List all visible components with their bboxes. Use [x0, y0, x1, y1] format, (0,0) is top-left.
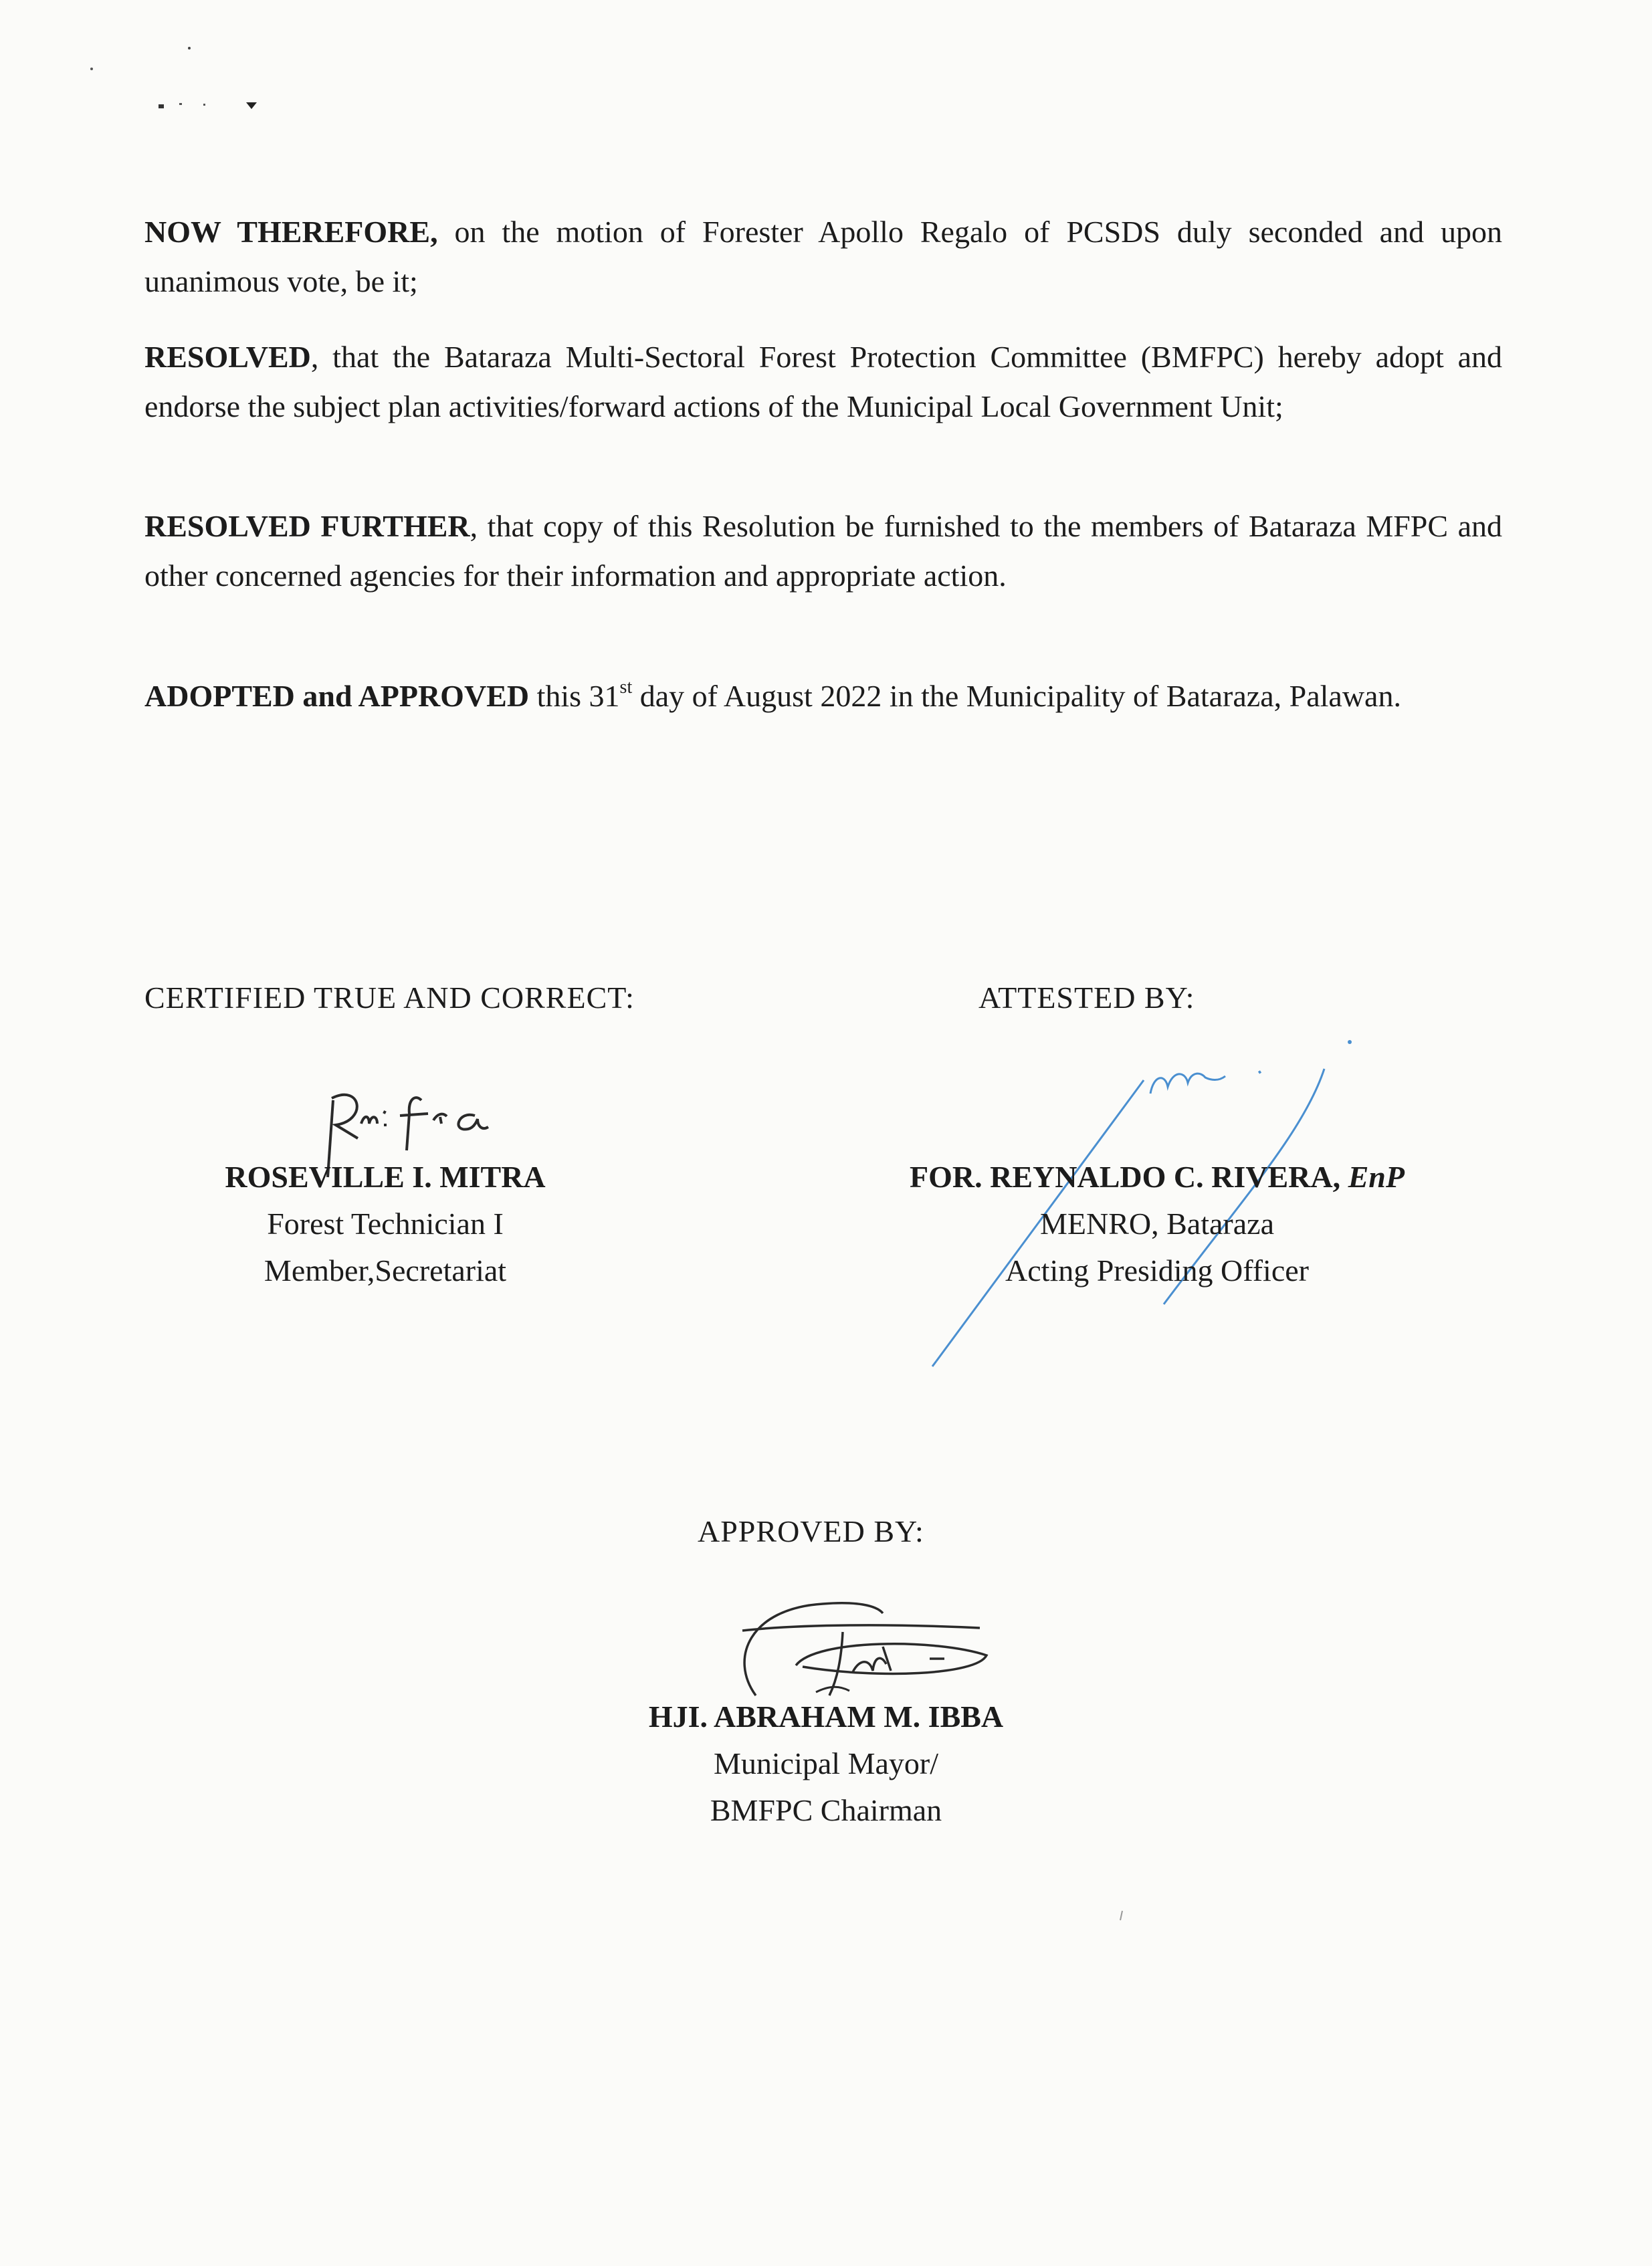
attested-title-1: MENRO, Bataraza — [1040, 1207, 1274, 1241]
scan-specks — [0, 0, 281, 147]
stray-mark — [1118, 1910, 1125, 1923]
attested-title-2: Acting Presiding Officer — [1005, 1253, 1309, 1288]
attested-name-suffix: EnP — [1348, 1160, 1405, 1194]
adopted-superscript: st — [619, 677, 633, 698]
approved-title-1: Municipal Mayor/ — [714, 1746, 938, 1780]
attested-signatory — [869, 1154, 1445, 1294]
certified-name: ROSEVILLE I. MITRA — [225, 1160, 546, 1194]
adopted-lead: ADOPTED and APPROVED — [144, 679, 530, 713]
certified-title-1: Forest Technician I — [267, 1207, 504, 1241]
approved-heading: APPROVED BY: — [698, 1514, 924, 1548]
adopted-text-before: this 31 — [529, 679, 620, 713]
resolved-text: , that the Bataraza Multi-Sectoral Forest Protection Committee (BMFPC) hereby adopt and endorse the subject plan activities/forward actions of the Municipal Local Government Unit; — [144, 340, 1502, 423]
attested-name-main: FOR. REYNALDO C. RIVERA, — [910, 1160, 1348, 1194]
resolved-further-paragraph — [144, 502, 1502, 601]
adopted-text-after: day of August 2022 in the Municipality of Bataraza, Palawan. — [632, 679, 1401, 713]
resolved-paragraph — [144, 332, 1502, 431]
certified-heading: CERTIFIED TRUE AND CORRECT: — [144, 981, 635, 1015]
resolved-further-text: , that copy of this Resolution be furnished to the members of Bataraza MFPC and other concerned agencies for their information and appropriate action. — [144, 509, 1502, 593]
approved-name: HJI. ABRAHAM M. IBBA — [648, 1699, 1004, 1734]
adopted-paragraph — [144, 672, 1502, 721]
approved-signatory — [558, 1693, 1094, 1834]
now-therefore-lead: NOW THEREFORE, — [144, 215, 438, 249]
attested-heading: ATTESTED BY: — [978, 981, 1195, 1015]
resolved-lead: RESOLVED — [144, 340, 311, 374]
resolved-further-lead: RESOLVED FURTHER — [144, 509, 470, 543]
approved-title-2: BMFPC Chairman — [710, 1793, 942, 1827]
certified-signatory — [198, 1154, 573, 1294]
now-therefore-text: on the motion of Forester Apollo Regalo of PCSDS duly seconded and upon unanimous vote, be it; — [144, 215, 1502, 298]
attested-name — [869, 1154, 1445, 1201]
now-therefore-paragraph — [144, 207, 1502, 306]
certified-title-2: Member,Secretariat — [264, 1253, 507, 1288]
